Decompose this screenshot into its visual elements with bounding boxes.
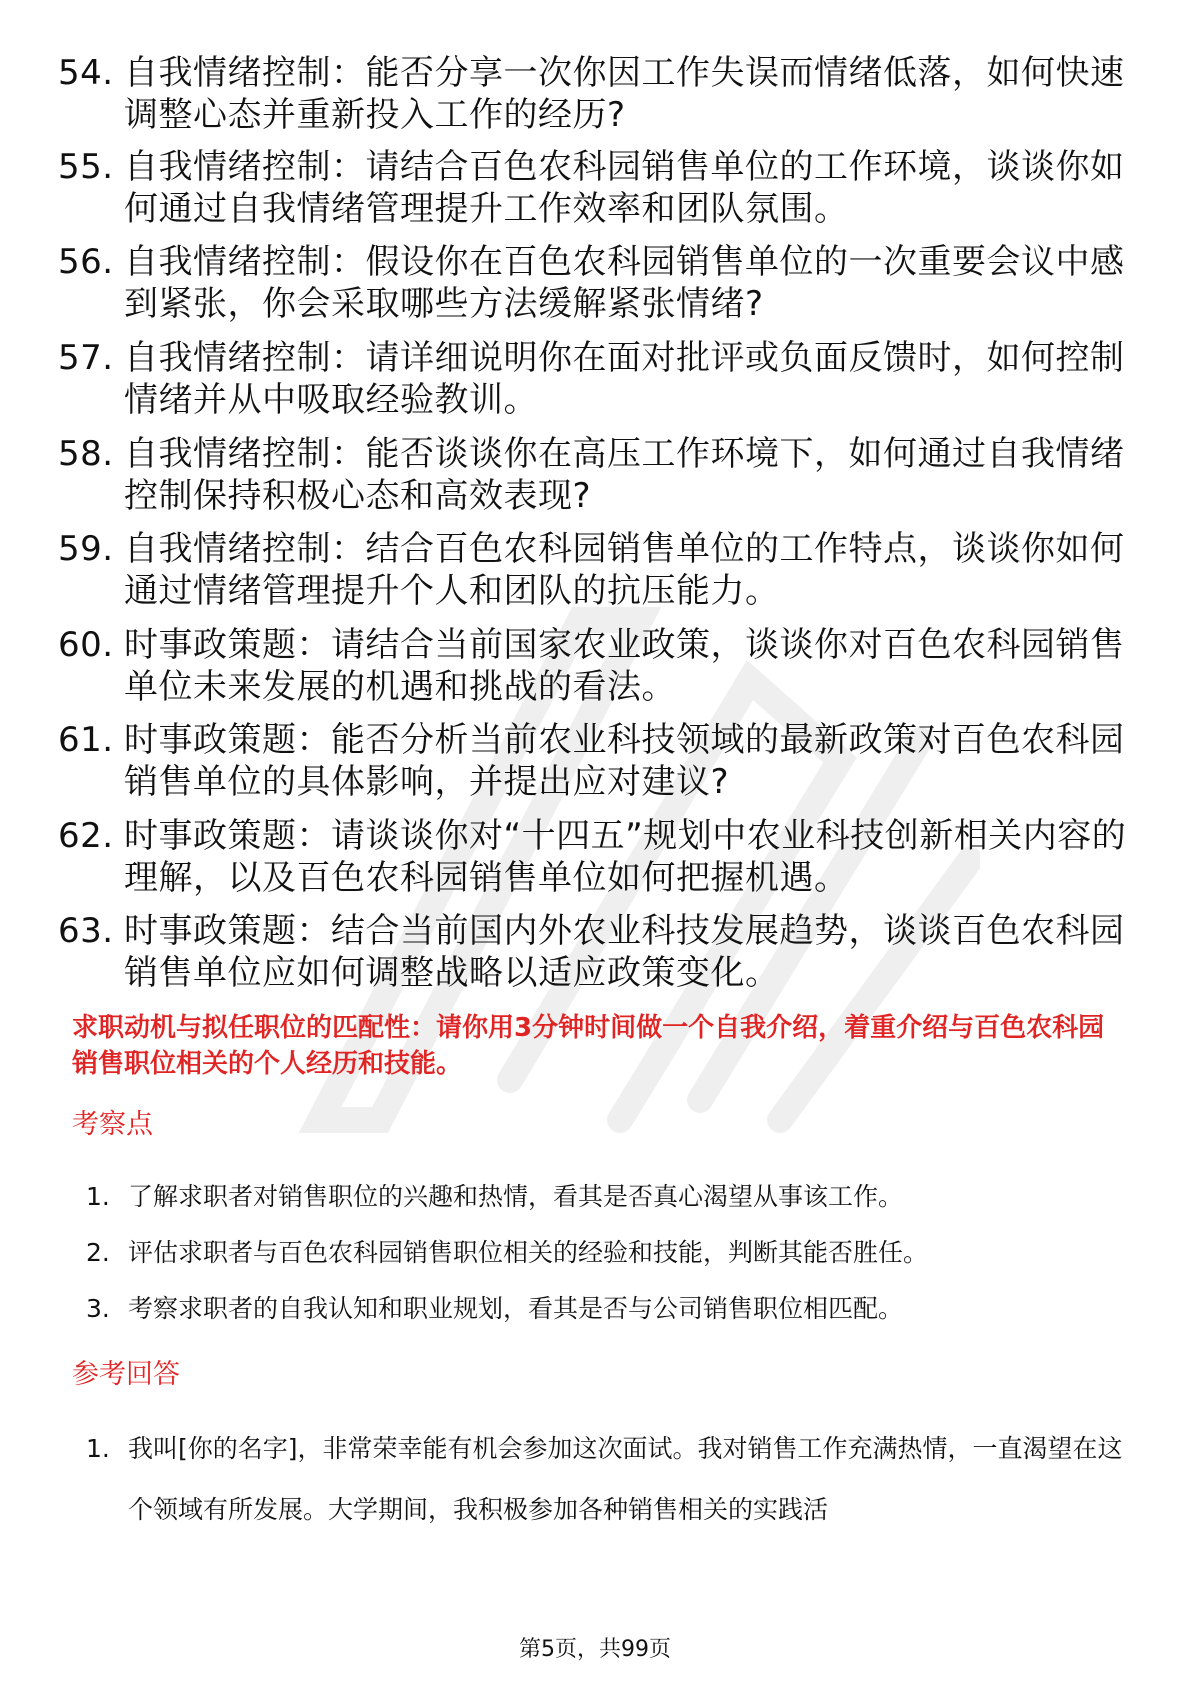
question-text: 时事政策题：结合当前国内外农业科技发展趋势，谈谈百色农科园销售单位应如何调整战略以适应政策变化。: [124, 911, 1125, 993]
answer-item-number: 1.: [86, 1434, 110, 1463]
question-text: 自我情绪控制：请结合百色农科园销售单位的工作环境，谈谈你如何通过自我情绪管理提升工作效率和团队氛围。: [124, 147, 1125, 229]
question-item: [58, 146, 1138, 230]
question-number: 54.: [58, 53, 114, 93]
question-number: 63.: [58, 911, 114, 951]
question-text: 时事政策题：请谈谈你对“十四五”规划中农业科技创新相关内容的理解，以及百色农科园销售单位如何把握机遇。: [124, 816, 1127, 898]
question-text: 自我情绪控制：结合百色农科园销售单位的工作特点，谈谈你如何通过情绪管理提升个人和团队的抗压能力。: [124, 529, 1125, 611]
question-text: 自我情绪控制：能否分享一次你因工作失误而情绪低落，如何快速调整心态并重新投入工作的经历?: [124, 53, 1125, 135]
question-item: [58, 52, 1138, 136]
question-text: 自我情绪控制：请详细说明你在面对批评或负面反馈时，如何控制情绪并从中吸取经验教训。: [124, 338, 1125, 420]
question-item: [58, 815, 1138, 899]
answer-item: [86, 1418, 1126, 1540]
question-item: [58, 337, 1138, 421]
question-item: [58, 528, 1138, 612]
focus-item-text: 考察求职者的自我认知和职业规划，看其是否与公司销售职位相匹配。: [128, 1294, 904, 1323]
answer-title: 参考回答: [72, 1359, 180, 1390]
focus-item: [86, 1180, 1126, 1214]
question-number: 60.: [58, 625, 114, 665]
question-item: [58, 433, 1138, 517]
question-number: 62.: [58, 816, 114, 856]
question-number: 58.: [58, 434, 114, 474]
question-number: 55.: [58, 147, 114, 187]
question-number: 59.: [58, 529, 114, 569]
question-item: [58, 241, 1138, 325]
answer-item-text: 我叫[你的名字]，非常荣幸能有机会参加这次面试。我对销售工作充满热情，一直渴望在这个领域有所发展。大学期间，我积极参加各种销售相关的实践活: [128, 1434, 1123, 1524]
question-item: [58, 719, 1138, 803]
question-text: 时事政策题：请结合当前国家农业政策，谈谈你对百色农科园销售单位未来发展的机遇和挑战的看法。: [124, 625, 1125, 707]
focus-item: [86, 1236, 1126, 1270]
focus-item-number: 2.: [86, 1238, 110, 1267]
question-number: 61.: [58, 720, 114, 760]
focus-item-number: 1.: [86, 1182, 110, 1211]
question-number: 56.: [58, 242, 114, 282]
focus-title: 考察点: [72, 1109, 153, 1140]
focus-item: [86, 1292, 1126, 1326]
page-footer: 第5页，共99页: [519, 1637, 671, 1662]
section-heading: 求职动机与拟任职位的匹配性：请你用3分钟时间做一个自我介绍，着重介绍与百色农科园销售职位相关的个人经历和技能。: [72, 1013, 1105, 1079]
question-item: [58, 910, 1138, 994]
question-number: 57.: [58, 338, 114, 378]
question-item: [58, 624, 1138, 708]
question-text: 自我情绪控制：能否谈谈你在高压工作环境下，如何通过自我情绪控制保持积极心态和高效表现?: [124, 434, 1125, 516]
focus-item-text: 评估求职者与百色农科园销售职位相关的经验和技能，判断其能否胜任。: [128, 1238, 929, 1267]
question-text: 自我情绪控制：假设你在百色农科园销售单位的一次重要会议中感到紧张，你会采取哪些方法缓解紧张情绪?: [124, 242, 1125, 324]
focus-item-number: 3.: [86, 1294, 110, 1323]
question-text: 时事政策题：能否分析当前农业科技领域的最新政策对百色农科园销售单位的具体影响，并提出应对建议?: [124, 720, 1125, 802]
focus-item-text: 了解求职者对销售职位的兴趣和热情，看其是否真心渴望从事该工作。: [128, 1182, 904, 1211]
